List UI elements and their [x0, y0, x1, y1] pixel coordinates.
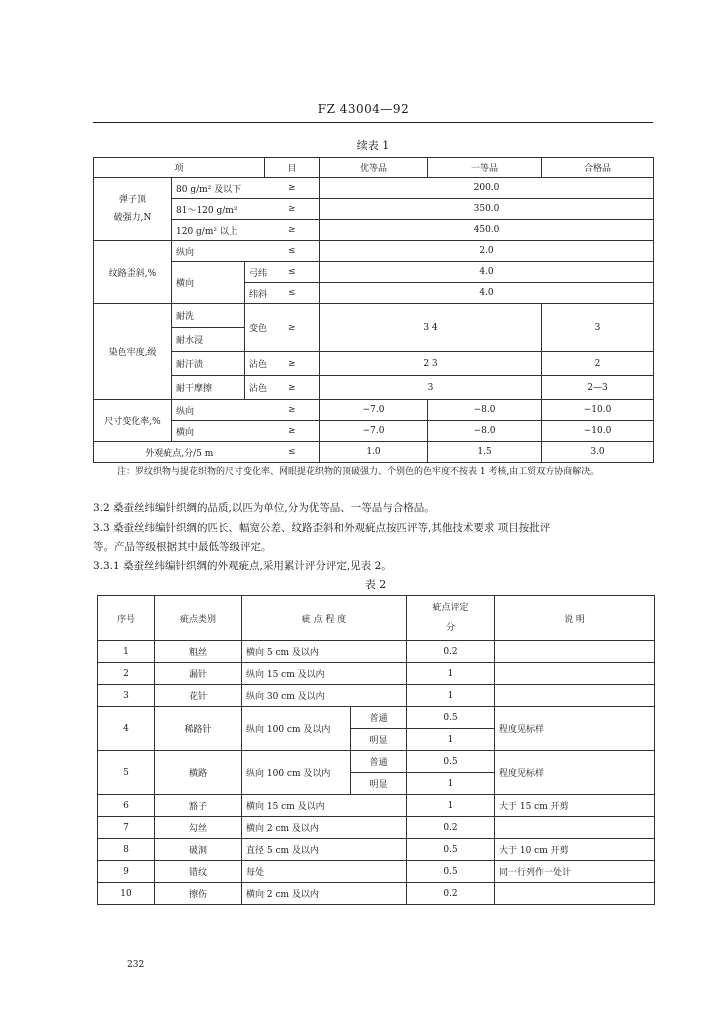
- row-score: 1: [407, 685, 495, 707]
- fastness-item: 耐干摩擦: [172, 376, 245, 400]
- fastness-item: 耐水浸: [172, 328, 245, 352]
- row-score: 1: [407, 795, 495, 817]
- row-note: [495, 817, 655, 839]
- skew-bow-op: ≤: [265, 262, 320, 283]
- row-no: 1: [98, 641, 155, 663]
- fastness-stain-op: ≥: [265, 352, 320, 376]
- fastness-stain-merit: 2: [542, 352, 654, 376]
- t2-col-degree: 疵 点 程 度: [242, 596, 407, 641]
- burst-value: 350.0: [320, 199, 654, 220]
- row-score: 1: [407, 773, 495, 795]
- row-type: 稀路针: [155, 707, 242, 751]
- dim-label: 尺寸变化率,%: [94, 400, 172, 442]
- row-type: 豁子: [155, 795, 242, 817]
- row-no: 6: [98, 795, 155, 817]
- dim-cross-label: 横向: [172, 421, 265, 442]
- row-no: 3: [98, 685, 155, 707]
- row-score: 0.5: [407, 861, 495, 883]
- row-no: 5: [98, 751, 155, 795]
- fastness-rub-op: ≥: [265, 376, 320, 400]
- row-note: [495, 641, 655, 663]
- table-row: [98, 751, 655, 773]
- row-degree: 横向 2 cm 及以内: [242, 883, 407, 905]
- burst-spec: 80 g/m² 及以下: [172, 178, 265, 199]
- row-type: 破洞: [155, 839, 242, 861]
- dim-long-value: −8.0: [428, 400, 542, 421]
- dim-long-value: −10.0: [542, 400, 654, 421]
- row-type: 擦伤: [155, 883, 242, 905]
- fastness-stain-label: 沾色: [245, 352, 265, 376]
- fastness-change-op: ≥: [265, 304, 320, 352]
- col-header-item: 项: [94, 158, 265, 178]
- row-sub-obvious: 明显: [351, 729, 407, 751]
- clause-3-2: 3.2 桑蚕丝纬编针织绸的品质,以匹为单位,分为优等品、一等品与合格品。: [93, 502, 435, 514]
- row-no: 10: [98, 883, 155, 905]
- row-score: 1: [407, 729, 495, 751]
- row-degree: 每处: [242, 861, 407, 883]
- col-header-item-2: 目: [265, 158, 320, 178]
- row-note: [495, 663, 655, 685]
- row-note: 同一行列作一处计: [495, 861, 655, 883]
- row-no: 2: [98, 663, 155, 685]
- row-note: [495, 685, 655, 707]
- fastness-item: 耐洗: [172, 304, 245, 328]
- skew-long-label: 纵向: [172, 241, 265, 262]
- fastness-change-top: 3 4: [320, 304, 542, 352]
- row-type: 错纹: [155, 861, 242, 883]
- row-score: 0.5: [407, 751, 495, 773]
- table-row: [98, 883, 655, 905]
- dim-long-op: ≥: [265, 400, 320, 421]
- row-score: 0.2: [407, 817, 495, 839]
- clause-3-3-1: 3.3.1 桑蚕丝纬编针织绸的外观疵点,采用累计评分评定,见表 2。: [93, 560, 392, 572]
- table-row: [98, 707, 655, 729]
- table-row: [98, 839, 655, 861]
- burst-op: ≥: [265, 220, 320, 241]
- dim-cross-value: −10.0: [542, 421, 654, 442]
- row-sub-normal: 普通: [351, 751, 407, 773]
- burst-label: 弹子顶 破强力,N: [94, 178, 172, 241]
- fastness-item: 耐汗渍: [172, 352, 245, 376]
- table1-note: 注：罗纹织物与提花织物的尺寸变化率、网眼提花织物的顶破强力、个别色的色牢度不按表 1 考核,由工贸双方协商解决。: [117, 467, 600, 477]
- row-note: 大于 10 cm 开剪: [495, 839, 655, 861]
- table1-caption: 续表 1: [356, 139, 390, 152]
- clause-3-3-line2: 等。产品等级根据其中最低等级评定。: [93, 541, 272, 553]
- t2-col-no: 序号: [98, 596, 155, 641]
- fastness-change-label: 变色: [245, 304, 265, 352]
- row-no: 4: [98, 707, 155, 751]
- dim-cross-value: −8.0: [428, 421, 542, 442]
- fastness-rub-top: 3: [320, 376, 542, 400]
- t2-col-type: 疵点类别: [155, 596, 242, 641]
- row-note: 大于 15 cm 开剪: [495, 795, 655, 817]
- fastness-change-merit: 3: [542, 304, 654, 352]
- skew-long-op: ≤: [265, 241, 320, 262]
- row-degree: 纵向 30 cm 及以内: [242, 685, 407, 707]
- page-number: 232: [127, 960, 145, 970]
- burst-spec: 120 g/m² 以上: [172, 220, 265, 241]
- skew-cross-label: 横向: [172, 262, 245, 304]
- row-no: 7: [98, 817, 155, 839]
- clause-3-3-line1: 3.3 桑蚕丝纬编针织绸的匹长、幅宽公差、纹路歪斜和外观疵点按匹评等,其他技术要求 项目按批评: [93, 522, 551, 534]
- fastness-rub-label: 沾色: [245, 376, 265, 400]
- row-note: [495, 883, 655, 905]
- row-degree: 横向 15 cm 及以内: [242, 795, 407, 817]
- fastness-rub-merit: 2—3: [542, 376, 654, 400]
- burst-value: 450.0: [320, 220, 654, 241]
- row-degree: 纵向 100 cm 及以内: [242, 751, 351, 795]
- fastness-stain-top: 2 3: [320, 352, 542, 376]
- skew-bow-value: 4.0: [320, 262, 654, 283]
- row-score: 1: [407, 663, 495, 685]
- col-header-premium: 优等品: [320, 158, 428, 178]
- dim-cross-value: −7.0: [320, 421, 428, 442]
- defects-value: 3.0: [542, 442, 654, 463]
- table-row: [98, 685, 655, 707]
- row-degree: 纵向 15 cm 及以内: [242, 663, 407, 685]
- row-degree: 横向 2 cm 及以内: [242, 817, 407, 839]
- table-row: [98, 641, 655, 663]
- skew-label: 纹路歪斜,%: [94, 241, 172, 304]
- table-row: [98, 861, 655, 883]
- t2-col-note: 说 明: [495, 596, 655, 641]
- row-sub-normal: 普通: [351, 707, 407, 729]
- row-score: 0.2: [407, 641, 495, 663]
- defects-value: 1.0: [320, 442, 428, 463]
- col-header-qualified: 合格品: [542, 158, 654, 178]
- col-header-first: 一等品: [428, 158, 542, 178]
- table-row: [98, 817, 655, 839]
- row-no: 9: [98, 861, 155, 883]
- skew-bias-value: 4.0: [320, 283, 654, 304]
- row-type: 横路: [155, 751, 242, 795]
- table-row: [98, 795, 655, 817]
- row-sub-obvious: 明显: [351, 773, 407, 795]
- burst-op: ≥: [265, 199, 320, 220]
- standard-number: FZ 43004—92: [317, 102, 410, 116]
- header-rule: [93, 122, 653, 123]
- dim-long-value: −7.0: [320, 400, 428, 421]
- table2: [97, 595, 655, 905]
- row-type: 勾丝: [155, 817, 242, 839]
- burst-spec: 81～120 g/m²: [172, 199, 265, 220]
- row-degree: 直径 5 cm 及以内: [242, 839, 407, 861]
- burst-value: 200.0: [320, 178, 654, 199]
- skew-long-value: 2.0: [320, 241, 654, 262]
- row-score: 0.5: [407, 839, 495, 861]
- row-score: 0.2: [407, 883, 495, 905]
- t2-col-score: 疵点评定 分: [407, 596, 495, 641]
- row-note: 程度见标样: [495, 707, 655, 751]
- skew-bias-op: ≤: [265, 283, 320, 304]
- skew-bias-label: 纬斜: [245, 283, 265, 304]
- row-no: 8: [98, 839, 155, 861]
- row-score: 0.5: [407, 707, 495, 729]
- row-note: 程度见标样: [495, 751, 655, 795]
- defects-value: 1.5: [428, 442, 542, 463]
- fastness-label: 染色牢度,级: [94, 304, 172, 400]
- table-row: [98, 663, 655, 685]
- burst-op: ≥: [265, 178, 320, 199]
- defects-op: ≤: [265, 442, 320, 463]
- defects-label: 外观疵点,分/5 m: [94, 442, 265, 463]
- row-type: 漏针: [155, 663, 242, 685]
- table2-header-row: [98, 596, 655, 641]
- row-type: 花针: [155, 685, 242, 707]
- row-degree: 横向 5 cm 及以内: [242, 641, 407, 663]
- dim-long-label: 纵向: [172, 400, 265, 421]
- table1: [93, 157, 654, 463]
- row-type: 粗丝: [155, 641, 242, 663]
- row-degree: 纵向 100 cm 及以内: [242, 707, 351, 751]
- table1-header-row: [94, 158, 654, 178]
- skew-bow-label: 弓纬: [245, 262, 265, 283]
- table2-caption: 表 2: [364, 578, 387, 591]
- dim-cross-op: ≥: [265, 421, 320, 442]
